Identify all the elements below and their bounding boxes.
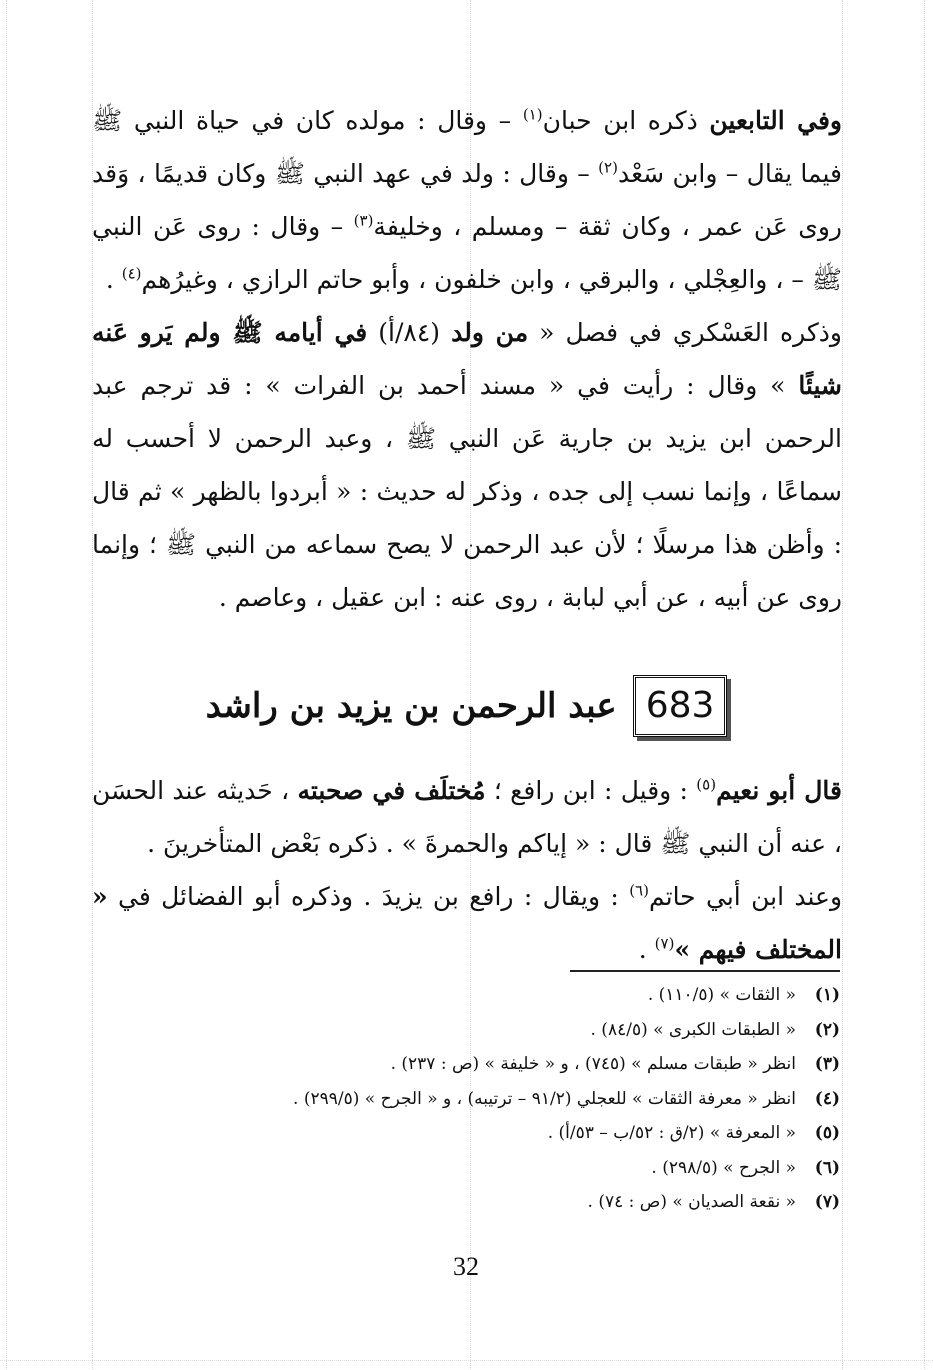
footnote: [150, 1116, 840, 1151]
text-run: مرسلًا ؛ لأن عبد الرحمن لا يصح سماعه من النبي ﷺ ؛ وإنما روى عن: [92, 530, 842, 612]
text-run: .: [105, 265, 122, 294]
text-line: [92, 106, 842, 135]
text-run: وذكره العَسْكري في فصل «: [528, 318, 842, 347]
footnote-number: (٤): [814, 1088, 840, 1109]
footnote-text: « الطبقات الكبرى » (٨٤/٥) .: [590, 1019, 796, 1040]
text-run: أبيه ، عن أبي لبابة ، روى عنه : ابن عقيل ، وعاصم .: [218, 583, 749, 612]
text-run: ذكره ابن حبان: [542, 106, 710, 135]
text-line: [92, 318, 842, 347]
footnote-ref: (٦): [629, 881, 649, 900]
footnote-text: « الثقات » (١١٠/٥) .: [647, 985, 796, 1005]
bold-text: « المختلف فيهم »: [92, 882, 842, 964]
text-run: وَقد روى عَن عمر ، وكان ثقة – ومسلم ، وخليفة: [92, 159, 843, 241]
footnote-text: « الجرح » (٢٩٨/٥) .: [651, 1157, 796, 1178]
text-run: النبي ﷺ – ، والعِجْلي ، والبرقي ، وابن خلفون ، وأبو حاتم الرازي ،: [92, 212, 842, 294]
text-run: » وقال : رأيت في « مسند أحمد بن الفرات » : قد ترجم عبد الرحمن: [92, 371, 842, 453]
text-line: [219, 583, 749, 612]
bold-text: في أيامه ﷺ ولم يَرو عَنه: [92, 318, 368, 347]
footnote-ref: (٤): [121, 264, 142, 283]
paragraph: [92, 306, 842, 624]
bold-text: قال أبو نعيم: [716, 776, 842, 805]
footnote-number: (٢): [814, 1019, 840, 1040]
text-run: ابن يزيد بن جارية عَن النبي ﷺ ، وعبد الرحمن لا أحسب له سماعًا ، وإنما: [92, 424, 842, 506]
bold-text: من ولد: [451, 318, 529, 347]
scan-guide-line: [842, 0, 843, 1370]
bold-text: وفي التابعين: [709, 106, 842, 135]
entry-heading: [200, 668, 733, 744]
scan-guide-line: [0, 1360, 933, 1361]
paragraph: [92, 870, 842, 976]
text-run: وغيرُهم: [141, 265, 218, 294]
paragraph: [92, 764, 842, 870]
entry-title: عبد الرحمن بن يزيد بن راشد: [205, 686, 617, 726]
bold-text: شيئًا: [798, 371, 842, 400]
footnote: [150, 1185, 840, 1220]
footnote-number: (٣): [814, 1054, 840, 1074]
text-line: [118, 882, 842, 911]
footnote: [150, 978, 840, 1013]
footnote: [150, 1013, 840, 1048]
entry-text-top: [92, 94, 842, 624]
footnotes: [150, 978, 840, 1220]
page-number: 32: [453, 1252, 479, 1281]
text-run: : ويقال : رافع بن يزيدَ . وذكره أبو الفضائل في: [117, 882, 630, 911]
text-run: فيما يقال – وابن سَعْد: [617, 159, 842, 188]
text-run: ، حَديثه عند: [172, 776, 298, 805]
footnote-number: (٥): [814, 1123, 840, 1143]
text-run: : وقيل : ابن رافع ؛: [485, 776, 697, 805]
text-run: الحسَن ، عنه أن النبي ﷺ قال : « إياكم والحمرةَ » . ذكره بَعْض المتأخرينَ .: [92, 776, 842, 858]
footnote-ref: (٥): [696, 775, 717, 794]
entry-text-bottom: [92, 764, 842, 976]
footnote: [150, 1151, 840, 1186]
paragraph: [92, 94, 842, 306]
entry-number-box: 683: [633, 675, 728, 737]
text-line: [106, 265, 218, 294]
footnote-ref: (٣): [353, 211, 374, 230]
scan-guide-line: [924, 0, 925, 1370]
footnote-number: (١): [814, 985, 840, 1005]
footnote-number: (٧): [814, 1192, 840, 1212]
text-line: [138, 159, 842, 188]
footnote-number: (٦): [814, 1157, 840, 1178]
text-line: [172, 776, 842, 805]
text-run: .: [638, 935, 655, 964]
text-run: وعند ابن أبي حاتم: [648, 882, 843, 911]
text-run: نسب إلى جده ، وذكر له حديث : « أبردوا بالظهر » ثم قال : وأظن هذا: [92, 477, 843, 559]
text-run: – وقال : ولد في عهد النبي ﷺ وكان قديمًا ،: [137, 159, 599, 188]
footnote-ref: (٢): [598, 158, 618, 177]
text-run: – وقال : مولده كان في حياة النبي ﷺ: [92, 106, 523, 135]
footnote-text: انظر « طبقات مسلم » (٧٤٥) ، و « خليفة » (ص : ٢٣٧) .: [390, 1054, 796, 1074]
scan-guide-line: [6, 0, 7, 1370]
footnote-text: « المعرفة » (٢/ق : ٥٢/ب – ٥٣/أ) .: [547, 1123, 796, 1143]
footnote-separator: [570, 970, 840, 972]
footnote-ref: (١): [522, 105, 543, 124]
bold-text: مُختلَف في صحبته: [297, 776, 486, 805]
footnote-text: انظر « معرفة الثقات » للعجلي (٩١/٢ – ترتيبه) ، و « الجرح » (٢٩٩/٥) .: [293, 1088, 796, 1109]
footnote-ref: (٧): [654, 934, 675, 953]
text-run: – وقال : روى عَن: [152, 212, 354, 241]
text-run: (٨٤/أ): [367, 318, 452, 347]
footnote: [150, 1047, 840, 1082]
footnote: [150, 1082, 840, 1117]
footnote-text: « نقعة الصديان » (ص : ٧٤) .: [587, 1192, 796, 1212]
